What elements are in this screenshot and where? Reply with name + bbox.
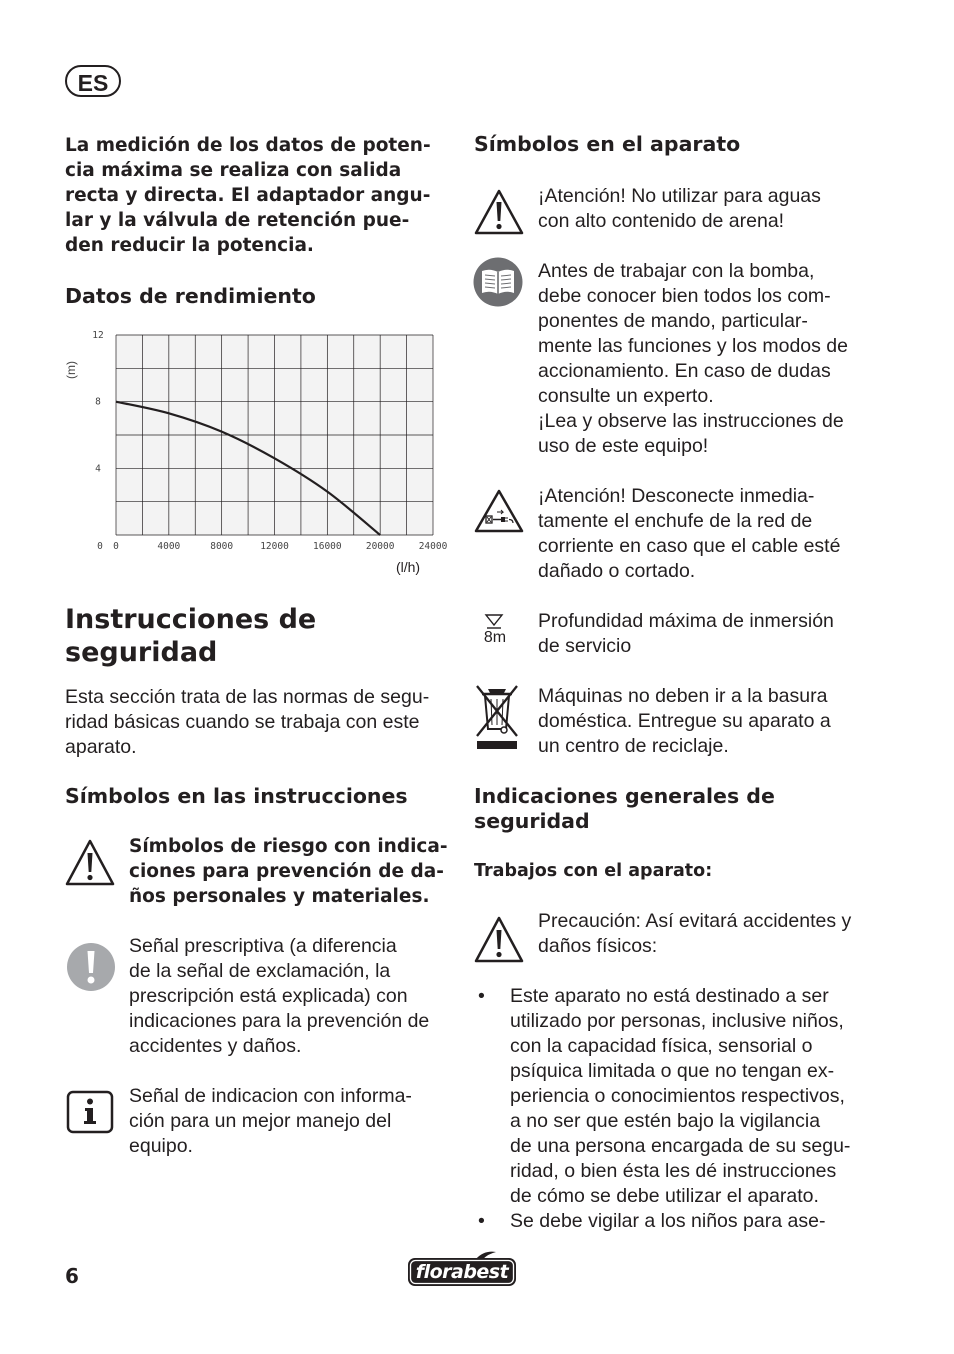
safety-intro (65, 685, 429, 760)
caution-line: Precaución: Así evitará accidentes y (538, 910, 852, 932)
instr-symbol-line: accidentes y daños. (129, 1035, 302, 1057)
bullet-line: • Se debe vigilar a los niños para ase- (510, 1210, 826, 1232)
instr-symbol-line: indicaciones para la prevención de (129, 1010, 430, 1032)
chart-ylabel: (m) (64, 361, 78, 379)
logo-wordmark: florabest (415, 1261, 509, 1283)
instr-symbol-text (129, 1084, 412, 1159)
device-symbol-line: corriente en caso que el cable esté (538, 535, 841, 557)
device-symbols-heading: Símbolos en el aparato (474, 132, 741, 156)
bullet-line: utilizado por personas, inclusive niños, (510, 1010, 844, 1032)
device-symbol-line: con alto contenido de arena! (538, 210, 785, 232)
device-symbol-line: accionamiento. En caso de dudas (538, 360, 831, 382)
safety-title-line: Instrucciones de (65, 604, 317, 635)
device-symbol-line: debe conocer bien todos los com- (538, 285, 831, 307)
safety-bullet-list (474, 984, 850, 1234)
device-symbol-line: mente las funciones y los modos de (538, 335, 849, 357)
device-symbol-line: ¡Atención! No utilizar para aguas (538, 185, 821, 207)
device-symbol-text (538, 259, 848, 459)
device-symbol-text (538, 184, 821, 234)
warning-triangle-icon (473, 915, 525, 965)
caution-text (538, 909, 851, 959)
intro-line: cia máxima se realiza con salida (65, 160, 402, 181)
crossed-bin-icon (474, 683, 520, 751)
warning-triangle-icon (64, 838, 116, 888)
bullet-line: de cómo se debe utilizar el aparato. (510, 1185, 819, 1207)
florabest-logo (406, 1249, 518, 1289)
safety-title (65, 603, 316, 669)
instr-symbol-line: Símbolos de riesgo con indica- (129, 836, 448, 857)
language-badge: ES (65, 65, 121, 97)
instr-symbol-line: de la señal de exclamación, la (129, 960, 391, 982)
bullet-line: periencia o conocimientos respectivos, (510, 1085, 845, 1107)
device-symbol-line: tamente el enchufe de la red de (538, 510, 813, 532)
device-symbol-text (538, 484, 840, 584)
instr-symbol-text (129, 834, 448, 909)
read-manual-icon (473, 257, 523, 307)
performance-heading: Datos de rendimiento (65, 284, 316, 308)
intro-line: lar y la válvula de retención pue- (65, 210, 410, 231)
immersion-depth-label: 8m (483, 629, 507, 646)
chart-x-tick-label: 4000 (157, 541, 181, 552)
device-symbol-line: Profundidad máxima de inmersión (538, 610, 834, 632)
device-symbol-line: uso de este equipo! (538, 435, 709, 457)
chart-x-tick-label: 24000 (418, 541, 448, 552)
chart-y-tick-label: 8 (95, 396, 101, 408)
device-symbol-text (538, 684, 831, 759)
performance-chart (58, 325, 458, 580)
bullet-line: • Este aparato no está destinado a ser (510, 985, 829, 1007)
instr-symbol-line: ción para un mejor manejo del (129, 1110, 392, 1132)
device-symbol-text (538, 609, 834, 659)
intro-line: La medición de los datos de poten- (65, 135, 431, 156)
chart-x-tick-label: 8000 (210, 541, 234, 552)
general-heading-line: Indicaciones generales de (474, 784, 775, 808)
bullet-line: a no ser que estén bajo la vigilancia (510, 1110, 821, 1132)
instr-symbol-text (129, 934, 429, 1059)
work-subheading: Trabajos con el aparato: (474, 861, 713, 881)
symbols-instructions-heading: Símbolos en las instrucciones (65, 784, 408, 808)
device-symbol-line: ¡Lea y observe las instrucciones de (538, 410, 844, 432)
instr-symbol-line: ciones para prevención de da- (129, 861, 444, 882)
bullet-line: con la capacidad física, sensorial o (510, 1035, 813, 1057)
safety-intro-line: Esta sección trata de las normas de segu- (65, 686, 430, 708)
bullet-line: ridad, o bien ésta les dé instrucciones (510, 1160, 837, 1182)
chart-y-tick-label: 0 (97, 541, 103, 552)
safety-intro-line: aparato. (65, 736, 137, 758)
bullet-line: de una persona encargada de su segu- (510, 1135, 851, 1157)
device-symbol-line: consulte un experto. (538, 385, 714, 407)
immersion-depth-icon (474, 612, 516, 652)
instr-symbol-line: equipo. (129, 1135, 193, 1157)
device-symbol-line: doméstica. Entregue su aparato a (538, 710, 831, 732)
bullet-item (474, 1209, 850, 1234)
warning-triangle-icon (473, 188, 525, 236)
page-number: 6 (65, 1264, 79, 1288)
intro-line: den reducir la potencia. (65, 235, 314, 256)
mandatory-exclamation-icon (66, 942, 116, 992)
general-safety-heading (474, 784, 775, 834)
general-heading-line: seguridad (474, 809, 590, 833)
chart-x-tick-label: 12000 (260, 541, 289, 552)
device-symbol-line: Máquinas no deben ir a la basura (538, 685, 828, 707)
chart-y-tick-label: 4 (95, 463, 101, 475)
caution-line: daños físicos: (538, 935, 658, 957)
safety-title-line: seguridad (65, 637, 218, 668)
info-icon (66, 1090, 114, 1134)
device-symbol-line: de servicio (538, 635, 632, 657)
chart-xlabel: (l/h) (395, 559, 421, 575)
unplug-warning-icon (473, 488, 525, 534)
intro-paragraph (65, 133, 431, 258)
instr-symbol-line: Señal prescriptiva (a diferencia (129, 935, 397, 957)
device-symbol-line: ponentes de mando, particular- (538, 310, 808, 332)
safety-intro-line: ridad básicas cuando se trabaja con este (65, 711, 420, 733)
chart-x-tick-label: 0 (113, 541, 119, 552)
intro-line: recta y directa. El adaptador angu- (65, 185, 431, 206)
device-symbol-line: dañado o cortado. (538, 560, 696, 582)
chart-x-tick-label: 16000 (313, 541, 342, 552)
bullet-line: psíquica limitada o que no tengan ex- (510, 1060, 835, 1082)
instr-symbol-line: ños personales y materiales. (129, 886, 430, 907)
device-symbol-line: ¡Atención! Desconecte inmedia- (538, 485, 815, 507)
chart-x-tick-label: 20000 (365, 541, 395, 552)
bullet-item (474, 984, 850, 1209)
instr-symbol-line: prescripción está explicada) con (129, 985, 408, 1007)
chart-y-tick-label: 12 (92, 330, 104, 341)
instr-symbol-line: Señal de indicacion con informa- (129, 1085, 412, 1107)
device-symbol-line: Antes de trabajar con la bomba, (538, 260, 815, 282)
device-symbol-line: un centro de reciclaje. (538, 735, 729, 757)
